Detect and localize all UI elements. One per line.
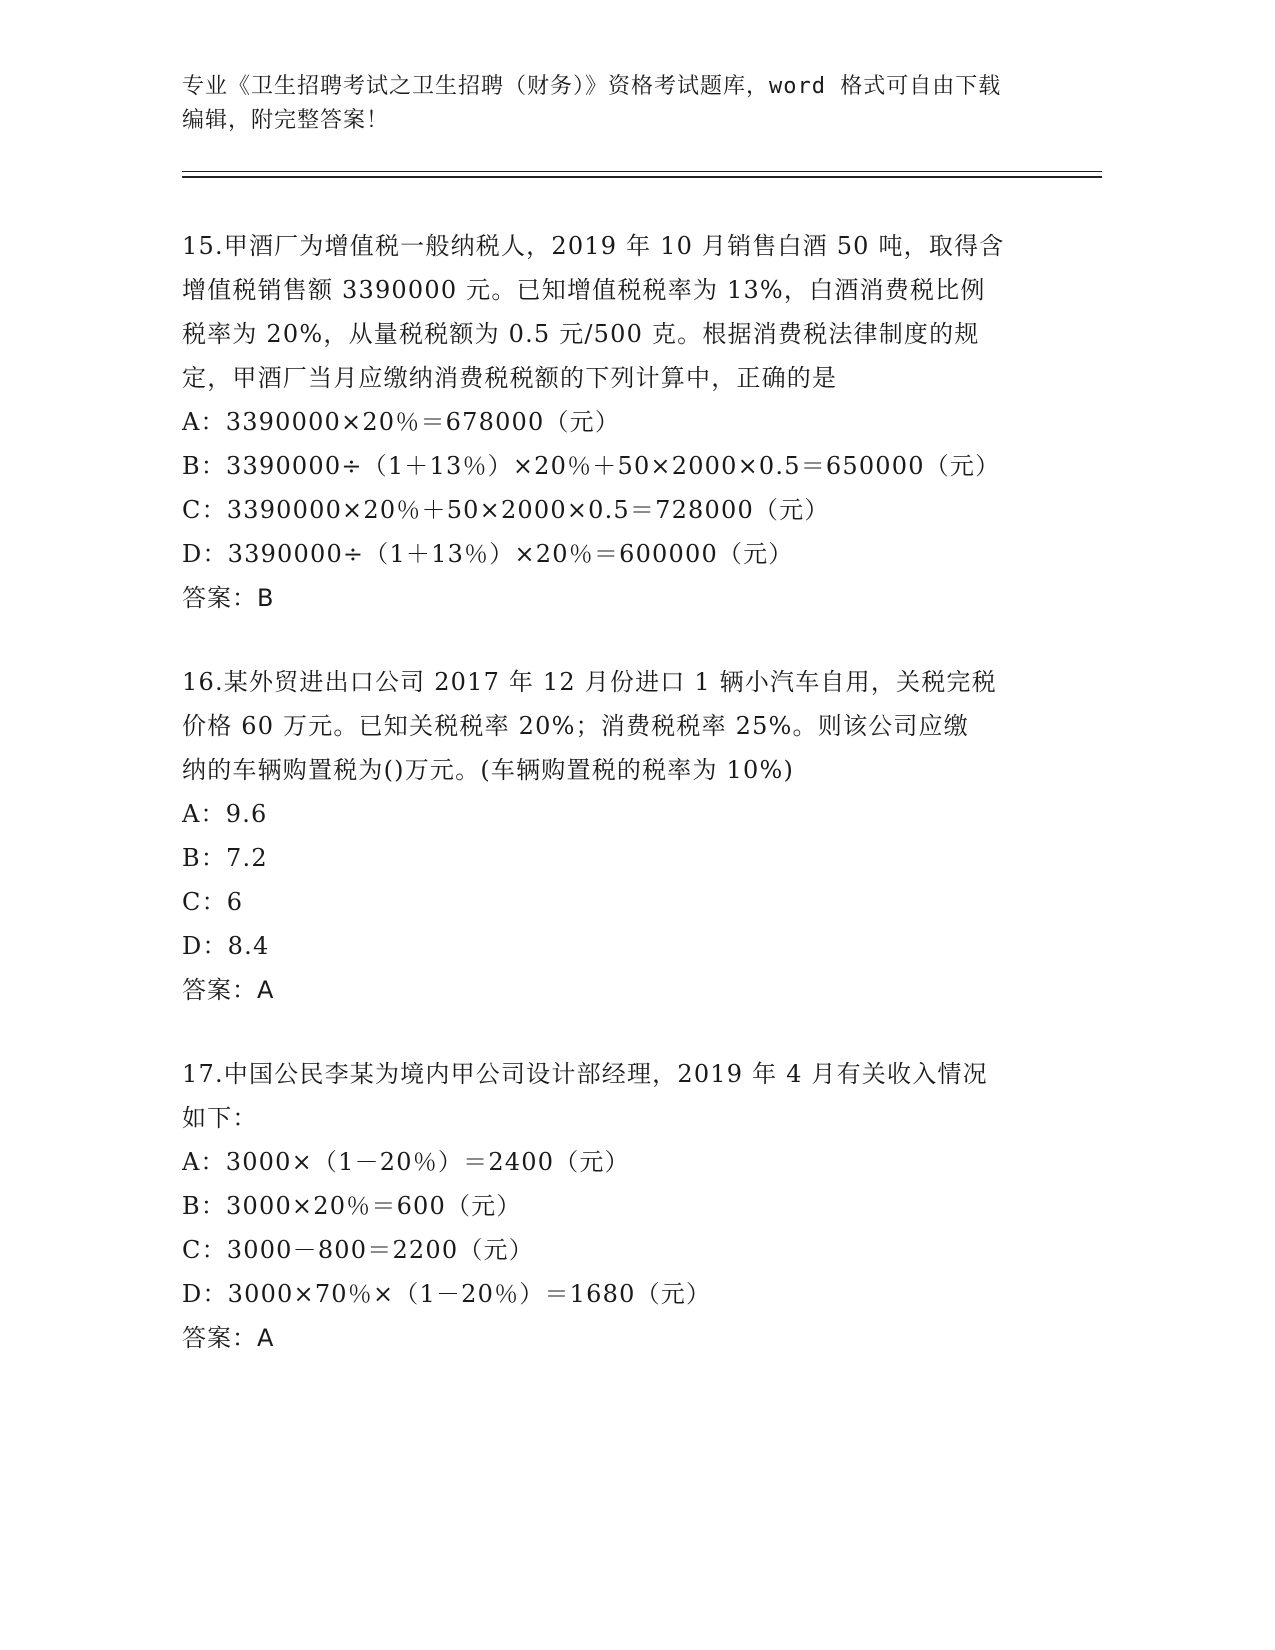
option-a: A：3000×（1－20％）＝2400（元） [182,1148,630,1176]
answer-line: 答案：A [182,1324,275,1352]
header-divider-thin [182,171,1102,172]
answer-line: 答案：B [182,584,275,612]
option-c: C：3390000×20％＋50×2000×0.5＝728000（元） [182,496,830,524]
option-a: A：3390000×20％＝678000（元） [182,408,621,436]
option-a: A：9.6 [182,800,268,828]
question-stem-line: 15.甲酒厂为增值税一般纳税人，2019 年 10 月销售白酒 50 吨，取得含 [182,232,1005,260]
question-stem-line: 如下： [182,1104,258,1132]
question-17 [182,1052,1042,1360]
option-c: C：6 [182,888,244,916]
question-16 [182,660,1042,1012]
question-15 [182,224,1042,620]
question-stem-line: 税率为 20%，从量税税额为 0.5 元/500 克。根据消费税法律制度的规 [182,320,980,348]
question-stem-line: 16.某外贸进出口公司 2017 年 12 月份进口 1 辆小汽车自用，关税完税 [182,668,997,696]
option-b: B：3390000÷（1＋13％）×20％＋50×2000×0.5＝650000（元） [182,452,1001,480]
header-divider-thick [182,176,1102,178]
question-stem-line: 价格 60 万元。已知关税税率 20%；消费税税率 25%。则该公司应缴 [182,712,969,740]
question-stem-line: 17.中国公民李某为境内甲公司设计部经理，2019 年 4 月有关收入情况 [182,1060,988,1088]
option-b: B：3000×20％＝600（元） [182,1192,522,1220]
option-d: D：3000×70％×（1－20％）＝1680（元） [182,1280,712,1308]
option-d: D：3390000÷（1＋13％）×20％＝600000（元） [182,540,794,568]
header-line-2: 编辑，附完整答案！ [182,108,390,133]
header-line-1: 专业《卫生招聘考试之卫生招聘（财务）》资格考试题库，word 格式可自由下载 [182,74,1002,99]
question-stem-line: 定，甲酒厂当月应缴纳消费税税额的下列计算中，正确的是 [182,364,838,392]
option-d: D：8.4 [182,932,270,960]
option-b: B：7.2 [182,844,268,872]
option-c: C：3000－800＝2200（元） [182,1236,534,1264]
question-stem-line: 纳的车辆购置税为()万元。(车辆购置税的税率为 10%) [182,756,795,784]
question-stem-line: 增值税销售额 3390000 元。已知增值税税率为 13%，白酒消费税比例 [182,276,986,304]
answer-line: 答案：A [182,976,275,1004]
document-header [182,70,1082,138]
